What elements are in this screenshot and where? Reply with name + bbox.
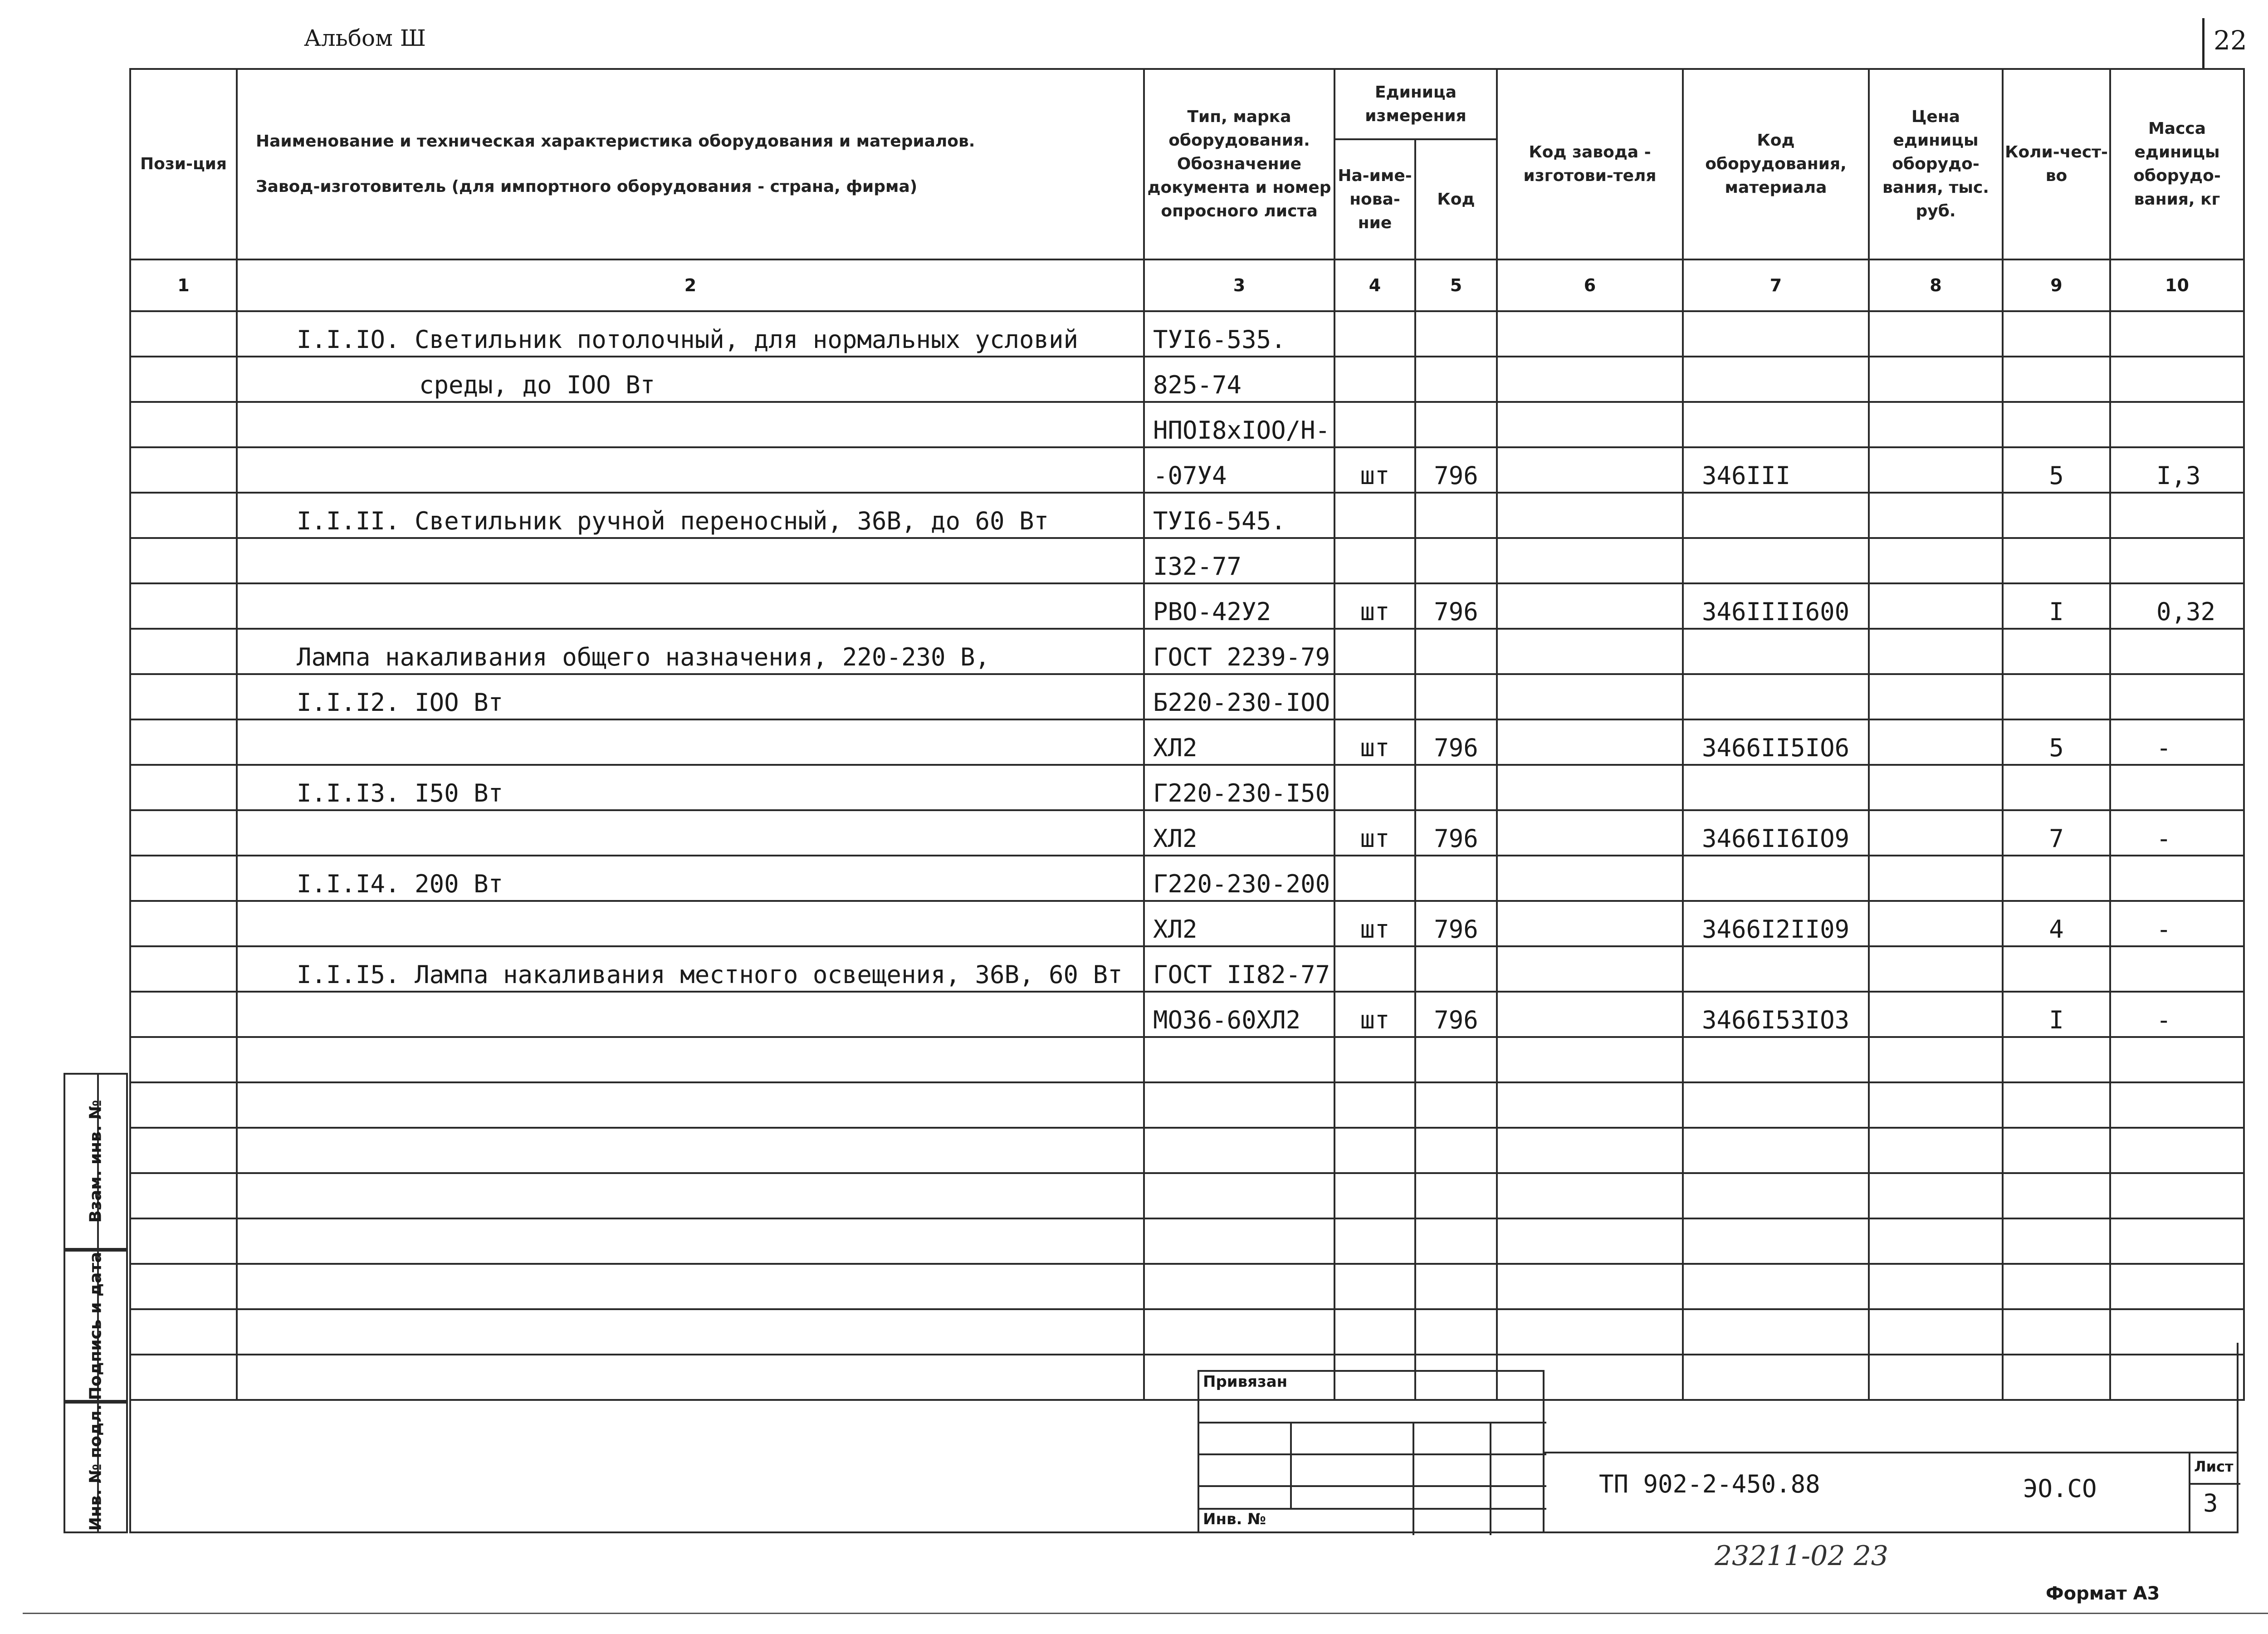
name-cell bbox=[237, 901, 1144, 946]
position-cell bbox=[130, 1264, 237, 1309]
quantity-cell bbox=[2003, 674, 2110, 719]
column-number: 1 bbox=[130, 259, 237, 311]
type-cell: Г220-230-200 bbox=[1144, 856, 1334, 901]
price-cell bbox=[1869, 538, 2003, 583]
unit-name-cell: шт bbox=[1334, 447, 1415, 493]
table-row bbox=[130, 1082, 2244, 1128]
equipment-code-cell: 346IIII600 bbox=[1683, 583, 1869, 629]
price-cell bbox=[1869, 674, 2003, 719]
side-stamp-inventory-label: Инв. № подл. bbox=[86, 1404, 105, 1531]
mass-cell: - bbox=[2110, 992, 2244, 1037]
equipment-code-cell: 3466II6IO9 bbox=[1683, 810, 1869, 856]
price-cell bbox=[1869, 1173, 2003, 1218]
factory-code-cell bbox=[1497, 1128, 1683, 1173]
price-cell bbox=[1869, 447, 2003, 493]
table-row bbox=[130, 810, 2244, 856]
unit-code-cell: 796 bbox=[1415, 583, 1497, 629]
header-price: Цена единицы оборудо-вания, тыс. руб. bbox=[1869, 69, 2003, 259]
factory-code-cell bbox=[1497, 901, 1683, 946]
unit-code-cell bbox=[1415, 674, 1497, 719]
quantity-cell bbox=[2003, 946, 2110, 992]
factory-code-cell bbox=[1497, 1037, 1683, 1082]
header-mass: Масса единицы оборудо-вания, кг bbox=[2110, 69, 2244, 259]
quantity-cell bbox=[2003, 765, 2110, 810]
mass-cell: - bbox=[2110, 719, 2244, 765]
factory-code-cell bbox=[1497, 765, 1683, 810]
album-label: Альбом Ш bbox=[304, 25, 426, 51]
mass-cell bbox=[2110, 1264, 2244, 1309]
mass-cell bbox=[2110, 1082, 2244, 1128]
mass-cell: I,3 bbox=[2110, 447, 2244, 493]
quantity-cell bbox=[2003, 1264, 2110, 1309]
name-cell bbox=[237, 1264, 1144, 1309]
unit-code-cell bbox=[1415, 402, 1497, 447]
quantity-cell: I bbox=[2003, 583, 2110, 629]
unit-name-cell bbox=[1334, 402, 1415, 447]
binding-label: Привязан bbox=[1203, 1373, 1288, 1391]
unit-name-cell bbox=[1334, 765, 1415, 810]
price-cell bbox=[1869, 765, 2003, 810]
name-cell: I.I.I2. IOO Вт bbox=[237, 674, 1144, 719]
name-cell: I.I.I5. Лампа накаливания местного освещения, 36В, 60 Вт bbox=[237, 946, 1144, 992]
unit-code-cell: 796 bbox=[1415, 810, 1497, 856]
table-row bbox=[130, 538, 2244, 583]
equipment-code-cell bbox=[1683, 1082, 1869, 1128]
quantity-cell bbox=[2003, 311, 2110, 357]
binding-block bbox=[1198, 1370, 1545, 1533]
type-cell: МО36-60ХЛ2 bbox=[1144, 992, 1334, 1037]
column-numbers-row bbox=[130, 259, 2244, 311]
table-row bbox=[130, 311, 2244, 357]
equipment-code-cell bbox=[1683, 357, 1869, 402]
position-cell bbox=[130, 402, 237, 447]
factory-code-cell bbox=[1497, 810, 1683, 856]
unit-code-cell: 796 bbox=[1415, 447, 1497, 493]
unit-code-cell bbox=[1415, 1082, 1497, 1128]
quantity-cell bbox=[2003, 1082, 2110, 1128]
unit-name-cell bbox=[1334, 1082, 1415, 1128]
factory-code-cell bbox=[1497, 1264, 1683, 1309]
price-cell bbox=[1869, 719, 2003, 765]
position-cell bbox=[130, 1218, 237, 1264]
header-equipment-code: Код оборудования, материала bbox=[1683, 69, 1869, 259]
column-number: 5 bbox=[1415, 259, 1497, 311]
name-cell bbox=[237, 1082, 1144, 1128]
unit-code-cell bbox=[1415, 946, 1497, 992]
equipment-code-cell bbox=[1683, 493, 1869, 538]
type-cell bbox=[1144, 1128, 1334, 1173]
price-cell bbox=[1869, 357, 2003, 402]
position-cell bbox=[130, 1037, 237, 1082]
unit-code-cell bbox=[1415, 1173, 1497, 1218]
type-cell: ГОСТ 2239-79 bbox=[1144, 629, 1334, 674]
equipment-code-cell bbox=[1683, 538, 1869, 583]
equipment-code-cell: 3466I53IO3 bbox=[1683, 992, 1869, 1037]
mass-cell bbox=[2110, 946, 2244, 992]
mass-cell bbox=[2110, 402, 2244, 447]
price-cell bbox=[1869, 402, 2003, 447]
mass-cell bbox=[2110, 856, 2244, 901]
type-cell: Б220-230-IOO bbox=[1144, 674, 1334, 719]
type-cell: Г220-230-I50 bbox=[1144, 765, 1334, 810]
equipment-code-cell bbox=[1683, 1128, 1869, 1173]
table-row bbox=[130, 357, 2244, 402]
unit-name-cell bbox=[1334, 357, 1415, 402]
header-unit: Единица измерения bbox=[1334, 69, 1497, 139]
table-row bbox=[130, 493, 2244, 538]
header-type: Тип, марка оборудования. Обозначение документа и номер опросного листа bbox=[1144, 69, 1334, 259]
position-cell bbox=[130, 629, 237, 674]
type-cell: ТУI6-535. bbox=[1144, 311, 1334, 357]
table-row bbox=[130, 1218, 2244, 1264]
quantity-cell bbox=[2003, 1173, 2110, 1218]
position-cell bbox=[130, 946, 237, 992]
type-cell bbox=[1144, 1037, 1334, 1082]
name-cell bbox=[237, 1173, 1144, 1218]
factory-code-cell bbox=[1497, 311, 1683, 357]
equipment-code-cell bbox=[1683, 1264, 1869, 1309]
factory-code-cell bbox=[1497, 357, 1683, 402]
position-cell bbox=[130, 719, 237, 765]
equipment-code-cell bbox=[1683, 402, 1869, 447]
title-block-frame bbox=[129, 1343, 2239, 1533]
name-cell bbox=[237, 810, 1144, 856]
unit-code-cell bbox=[1415, 357, 1497, 402]
quantity-cell bbox=[2003, 629, 2110, 674]
specification-table bbox=[129, 68, 2245, 1401]
unit-name-cell bbox=[1334, 856, 1415, 901]
equipment-code-cell bbox=[1683, 856, 1869, 901]
table-row bbox=[130, 992, 2244, 1037]
sheet-number-divider bbox=[2202, 18, 2204, 68]
position-cell bbox=[130, 311, 237, 357]
unit-name-cell bbox=[1334, 629, 1415, 674]
table-row bbox=[130, 629, 2244, 674]
price-cell bbox=[1869, 1128, 2003, 1173]
price-cell bbox=[1869, 1218, 2003, 1264]
quantity-cell bbox=[2003, 402, 2110, 447]
quantity-cell bbox=[2003, 1218, 2110, 1264]
unit-name-cell: шт bbox=[1334, 992, 1415, 1037]
table-row bbox=[130, 946, 2244, 992]
unit-name-cell: шт bbox=[1334, 719, 1415, 765]
mass-cell bbox=[2110, 1218, 2244, 1264]
type-cell: ГОСТ II82-77 bbox=[1144, 946, 1334, 992]
side-stamp-inventory bbox=[64, 1402, 128, 1533]
unit-code-cell bbox=[1415, 1218, 1497, 1264]
position-cell bbox=[130, 493, 237, 538]
unit-code-cell bbox=[1415, 538, 1497, 583]
name-cell: Лампа накаливания общего назначения, 220-230 В, bbox=[237, 629, 1144, 674]
column-number: 7 bbox=[1683, 259, 1869, 311]
quantity-cell bbox=[2003, 1037, 2110, 1082]
column-number: 9 bbox=[2003, 259, 2110, 311]
table-row bbox=[130, 583, 2244, 629]
price-cell bbox=[1869, 946, 2003, 992]
table-row bbox=[130, 901, 2244, 946]
position-cell bbox=[130, 856, 237, 901]
table-row bbox=[130, 1173, 2244, 1218]
table-row bbox=[130, 402, 2244, 447]
factory-code-cell bbox=[1497, 674, 1683, 719]
sheet-block bbox=[2189, 1452, 2239, 1533]
header-name-line2: Завод-изготовитель (для импортного оборудования - страна, фирма) bbox=[256, 177, 918, 196]
price-cell bbox=[1869, 992, 2003, 1037]
position-cell bbox=[130, 447, 237, 493]
sheet-number: 22 bbox=[2214, 25, 2247, 56]
unit-name-cell bbox=[1334, 1264, 1415, 1309]
position-cell bbox=[130, 1128, 237, 1173]
equipment-code-cell bbox=[1683, 765, 1869, 810]
factory-code-cell bbox=[1497, 1218, 1683, 1264]
type-cell: -07У4 bbox=[1144, 447, 1334, 493]
unit-code-cell bbox=[1415, 629, 1497, 674]
quantity-cell: 7 bbox=[2003, 810, 2110, 856]
factory-code-cell bbox=[1497, 1082, 1683, 1128]
factory-code-cell bbox=[1497, 992, 1683, 1037]
unit-code-cell bbox=[1415, 765, 1497, 810]
quantity-cell: 4 bbox=[2003, 901, 2110, 946]
name-cell bbox=[237, 583, 1144, 629]
type-cell bbox=[1144, 1264, 1334, 1309]
unit-code-cell: 796 bbox=[1415, 992, 1497, 1037]
quantity-cell bbox=[2003, 856, 2110, 901]
unit-name-cell bbox=[1334, 1128, 1415, 1173]
side-stamp-replacement-label: Взам. инв. № bbox=[86, 1100, 105, 1223]
quantity-cell bbox=[2003, 1128, 2110, 1173]
factory-code-cell bbox=[1497, 447, 1683, 493]
column-number: 10 bbox=[2110, 259, 2244, 311]
mass-cell bbox=[2110, 674, 2244, 719]
column-number: 2 bbox=[237, 259, 1144, 311]
type-cell: ХЛ2 bbox=[1144, 719, 1334, 765]
unit-code-cell bbox=[1415, 493, 1497, 538]
mass-cell bbox=[2110, 1037, 2244, 1082]
header-unit-name: На-име-нова-ние bbox=[1334, 139, 1415, 259]
unit-code-cell: 796 bbox=[1415, 719, 1497, 765]
section-code: ЭО.СО bbox=[2023, 1474, 2097, 1503]
type-cell: НПОI8хIOO/Н- bbox=[1144, 402, 1334, 447]
position-cell bbox=[130, 901, 237, 946]
factory-code-cell bbox=[1497, 856, 1683, 901]
unit-code-cell bbox=[1415, 311, 1497, 357]
header-unit-code: Код bbox=[1415, 139, 1497, 259]
price-cell bbox=[1869, 810, 2003, 856]
type-cell bbox=[1144, 1082, 1334, 1128]
type-cell: 825-74 bbox=[1144, 357, 1334, 402]
equipment-code-cell: 346III bbox=[1683, 447, 1869, 493]
mass-cell bbox=[2110, 1128, 2244, 1173]
mass-cell bbox=[2110, 357, 2244, 402]
type-cell: I32-77 bbox=[1144, 538, 1334, 583]
name-cell bbox=[237, 719, 1144, 765]
unit-code-cell bbox=[1415, 856, 1497, 901]
mass-cell: 0,32 bbox=[2110, 583, 2244, 629]
name-cell bbox=[237, 402, 1144, 447]
sheet-value: 3 bbox=[2203, 1489, 2218, 1517]
table-row bbox=[130, 674, 2244, 719]
unit-name-cell bbox=[1334, 674, 1415, 719]
price-cell bbox=[1869, 1264, 2003, 1309]
unit-code-cell bbox=[1415, 1128, 1497, 1173]
unit-name-cell bbox=[1334, 538, 1415, 583]
mass-cell: - bbox=[2110, 901, 2244, 946]
unit-name-cell: шт bbox=[1334, 810, 1415, 856]
unit-name-cell bbox=[1334, 311, 1415, 357]
unit-code-cell bbox=[1415, 1264, 1497, 1309]
unit-name-cell: шт bbox=[1334, 901, 1415, 946]
position-cell bbox=[130, 1173, 237, 1218]
price-cell bbox=[1869, 311, 2003, 357]
side-stamp-signature bbox=[64, 1250, 128, 1402]
name-cell: I.I.I4. 200 Вт bbox=[237, 856, 1144, 901]
type-cell: ХЛ2 bbox=[1144, 810, 1334, 856]
mass-cell bbox=[2110, 538, 2244, 583]
mass-cell bbox=[2110, 493, 2244, 538]
column-number: 3 bbox=[1144, 259, 1334, 311]
factory-code-cell bbox=[1497, 719, 1683, 765]
unit-name-cell bbox=[1334, 1218, 1415, 1264]
name-cell bbox=[237, 447, 1144, 493]
quantity-cell bbox=[2003, 538, 2110, 583]
side-stamp-signature-label: Подпись и дата bbox=[86, 1252, 105, 1400]
price-cell bbox=[1869, 583, 2003, 629]
table-row bbox=[130, 719, 2244, 765]
type-cell bbox=[1144, 1173, 1334, 1218]
position-cell bbox=[130, 765, 237, 810]
header-quantity: Коли-чест-во bbox=[2003, 69, 2110, 259]
mass-cell bbox=[2110, 1173, 2244, 1218]
header-name-line1: Наименование и техническая характеристика оборудования и материалов. bbox=[256, 132, 975, 151]
factory-code-cell bbox=[1497, 538, 1683, 583]
position-cell bbox=[130, 583, 237, 629]
name-cell bbox=[237, 992, 1144, 1037]
document-code: ТП 902-2-450.88 bbox=[1599, 1470, 1820, 1498]
column-number: 6 bbox=[1497, 259, 1683, 311]
equipment-code-cell bbox=[1683, 311, 1869, 357]
mass-cell bbox=[2110, 629, 2244, 674]
equipment-code-cell bbox=[1683, 629, 1869, 674]
unit-name-cell bbox=[1334, 493, 1415, 538]
column-number: 4 bbox=[1334, 259, 1415, 311]
mass-cell: - bbox=[2110, 810, 2244, 856]
price-cell bbox=[1869, 901, 2003, 946]
quantity-cell: 5 bbox=[2003, 447, 2110, 493]
quantity-cell bbox=[2003, 357, 2110, 402]
name-cell: I.I.IO. Светильник потолочный, для нормальных условий bbox=[237, 311, 1144, 357]
unit-name-cell bbox=[1334, 1037, 1415, 1082]
side-stamp-replacement bbox=[64, 1073, 128, 1250]
table-row bbox=[130, 765, 2244, 810]
unit-code-cell: 796 bbox=[1415, 901, 1497, 946]
header-factory-code: Код завода - изготови-теля bbox=[1497, 69, 1683, 259]
quantity-cell: 5 bbox=[2003, 719, 2110, 765]
position-cell bbox=[130, 1082, 237, 1128]
type-cell bbox=[1144, 1218, 1334, 1264]
name-cell: среды, до IOO Вт bbox=[237, 357, 1144, 402]
price-cell bbox=[1869, 856, 2003, 901]
name-cell bbox=[237, 538, 1144, 583]
quantity-cell: I bbox=[2003, 992, 2110, 1037]
factory-code-cell bbox=[1497, 1173, 1683, 1218]
table-row bbox=[130, 1264, 2244, 1309]
unit-name-cell bbox=[1334, 1173, 1415, 1218]
position-cell bbox=[130, 538, 237, 583]
factory-code-cell bbox=[1497, 946, 1683, 992]
header-position: Пози-ция bbox=[130, 69, 237, 259]
inventory-label: Инв. № bbox=[1203, 1510, 1266, 1528]
equipment-code-cell bbox=[1683, 1173, 1869, 1218]
unit-code-cell bbox=[1415, 1037, 1497, 1082]
position-cell bbox=[130, 810, 237, 856]
price-cell bbox=[1869, 629, 2003, 674]
name-cell bbox=[237, 1037, 1144, 1082]
handwritten-number: 23211-02 23 bbox=[1715, 1540, 1888, 1572]
table-row bbox=[130, 856, 2244, 901]
name-cell: I.I.I3. I50 Вт bbox=[237, 765, 1144, 810]
type-cell: ТУI6-545. bbox=[1144, 493, 1334, 538]
price-cell bbox=[1869, 1037, 2003, 1082]
equipment-code-cell: 3466I2II09 bbox=[1683, 901, 1869, 946]
quantity-cell bbox=[2003, 493, 2110, 538]
position-cell bbox=[130, 674, 237, 719]
factory-code-cell bbox=[1497, 402, 1683, 447]
name-cell: I.I.II. Светильник ручной переносный, 36В, до 60 Вт bbox=[237, 493, 1144, 538]
price-cell bbox=[1869, 493, 2003, 538]
format-label: Формат А3 bbox=[2046, 1583, 2160, 1604]
table-row bbox=[130, 1037, 2244, 1082]
factory-code-cell bbox=[1497, 629, 1683, 674]
equipment-code-cell bbox=[1683, 674, 1869, 719]
sheet-label: Лист bbox=[2194, 1458, 2234, 1475]
mass-cell bbox=[2110, 765, 2244, 810]
name-cell bbox=[237, 1218, 1144, 1264]
column-number: 8 bbox=[1869, 259, 2003, 311]
factory-code-cell bbox=[1497, 493, 1683, 538]
equipment-code-cell bbox=[1683, 946, 1869, 992]
unit-name-cell bbox=[1334, 946, 1415, 992]
position-cell bbox=[130, 357, 237, 402]
table-row bbox=[130, 1128, 2244, 1173]
equipment-code-cell: 3466II5IO6 bbox=[1683, 719, 1869, 765]
position-cell bbox=[130, 992, 237, 1037]
type-cell: РВО-42У2 bbox=[1144, 583, 1334, 629]
equipment-code-cell bbox=[1683, 1037, 1869, 1082]
price-cell bbox=[1869, 1082, 2003, 1128]
mass-cell bbox=[2110, 311, 2244, 357]
type-cell: ХЛ2 bbox=[1144, 901, 1334, 946]
factory-code-cell bbox=[1497, 583, 1683, 629]
name-cell bbox=[237, 1128, 1144, 1173]
table-row bbox=[130, 447, 2244, 493]
unit-name-cell: шт bbox=[1334, 583, 1415, 629]
header-name bbox=[237, 69, 1144, 259]
equipment-code-cell bbox=[1683, 1218, 1869, 1264]
